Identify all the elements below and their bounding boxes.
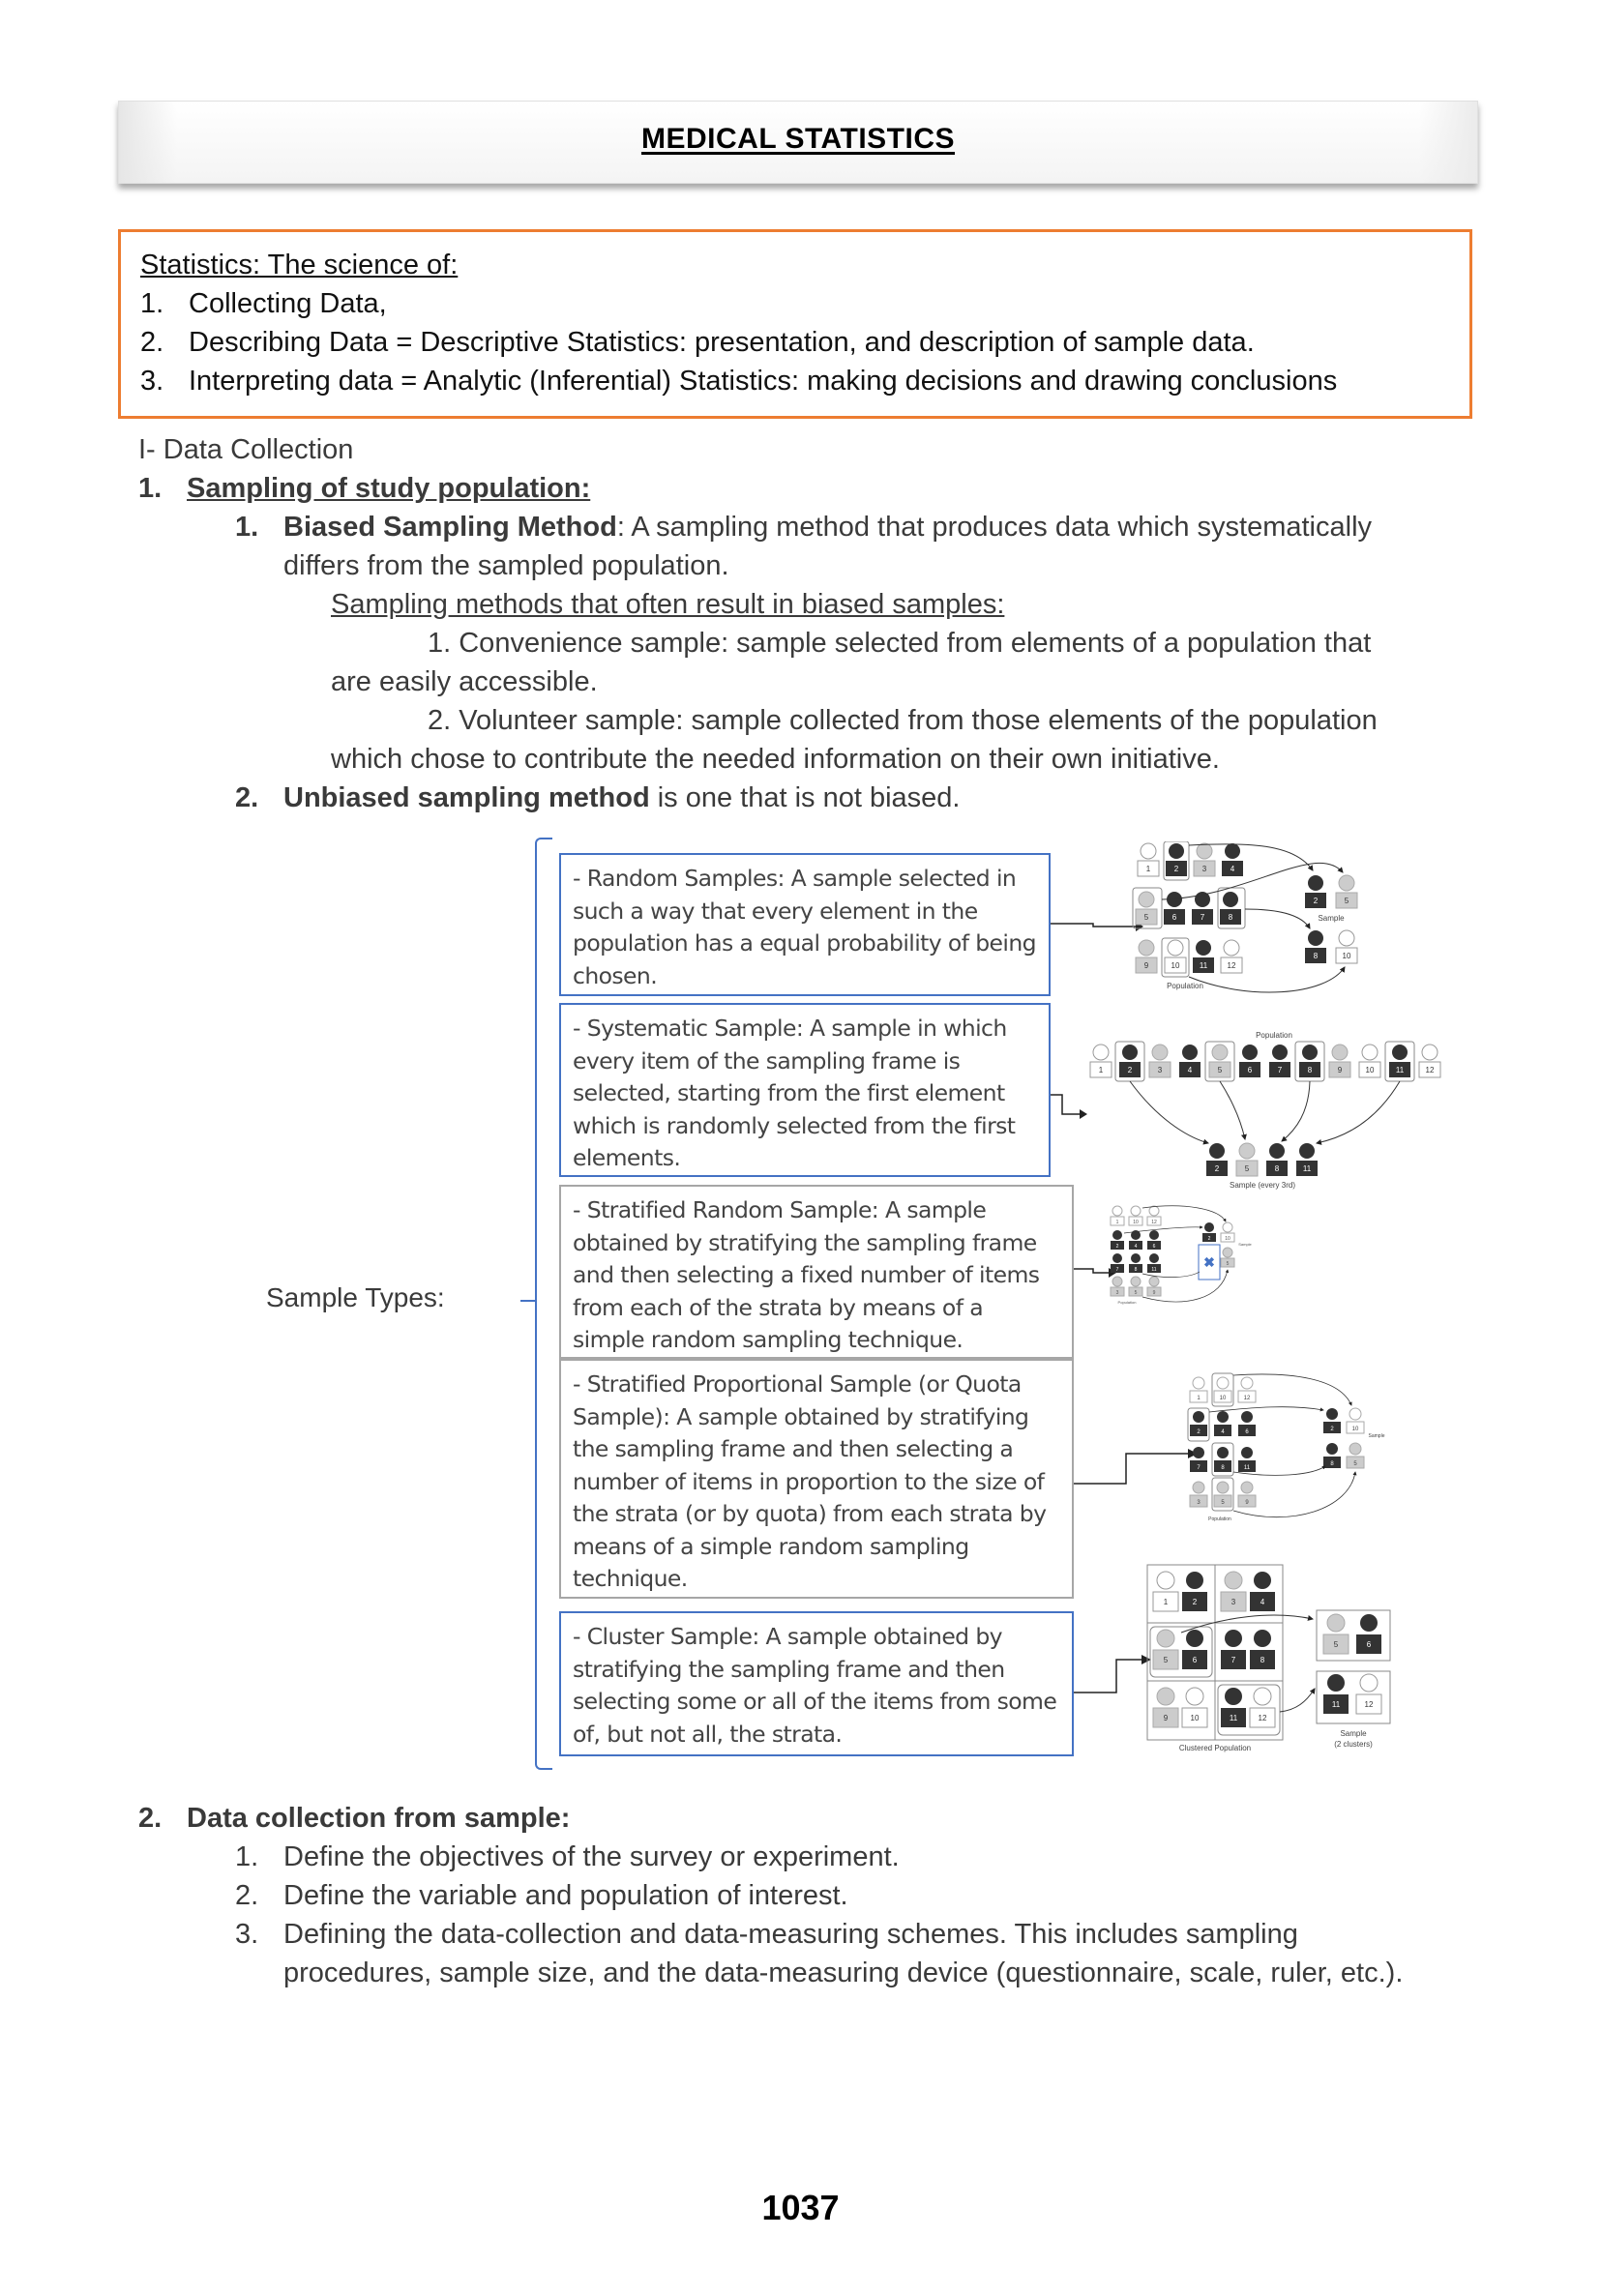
svg-text:2: 2 — [1127, 1066, 1133, 1074]
svg-text:5: 5 — [1134, 1290, 1138, 1296]
svg-text:7: 7 — [1230, 1656, 1236, 1664]
svg-text:7: 7 — [1277, 1066, 1283, 1074]
svg-text:Sample: Sample — [1340, 1729, 1367, 1738]
svg-text:12: 12 — [1151, 1220, 1157, 1225]
svg-text:5: 5 — [1143, 913, 1149, 922]
svg-text:✖: ✖ — [1203, 1254, 1215, 1270]
svg-text:11: 11 — [1151, 1267, 1157, 1273]
svg-text:9: 9 — [1152, 1290, 1156, 1296]
random-sample-box: - Random Samples: A sample selected in such a way that every element in the population has a equal probability of being chosen. — [559, 853, 1051, 996]
svg-text:8: 8 — [1221, 1465, 1225, 1471]
svg-text:12: 12 — [1243, 1396, 1251, 1401]
svg-text:2: 2 — [1173, 865, 1179, 873]
svg-text:3: 3 — [1115, 1290, 1119, 1296]
svg-text:5: 5 — [1344, 897, 1349, 905]
svg-text:10: 10 — [1225, 1236, 1230, 1242]
svg-text:Population: Population — [1167, 982, 1203, 990]
svg-text:3: 3 — [1201, 865, 1207, 873]
svg-text:12: 12 — [1258, 1714, 1267, 1722]
page-number: 1037 — [761, 2188, 840, 2227]
title-banner — [118, 101, 1478, 184]
svg-text:5: 5 — [1244, 1164, 1250, 1173]
section-heading: I- Data Collection — [138, 434, 354, 465]
volunteer-sample-line1: 2. Volunteer sample: sample collected from those elements of the population — [428, 705, 1378, 736]
quota-connector-arrow — [1074, 1441, 1200, 1489]
svg-text:8: 8 — [1274, 1164, 1280, 1173]
biased-methods-heading: Sampling methods that often result in biased samples: — [331, 589, 1005, 620]
data-collection-item: 1. Define the objectives of the survey or experiment. — [235, 1841, 900, 1872]
svg-text:12: 12 — [1227, 961, 1236, 970]
random-connector-arrow — [1051, 909, 1143, 938]
svg-text:5: 5 — [1353, 1461, 1357, 1467]
cluster-connector-arrow — [1074, 1644, 1151, 1697]
convenience-sample-line1: 1. Convenience sample: sample selected from elements of a population that — [428, 628, 1372, 659]
svg-text:9: 9 — [1163, 1714, 1169, 1722]
svg-text:10: 10 — [1219, 1396, 1227, 1401]
svg-text:Population: Population — [1208, 1516, 1231, 1522]
quota-sample-diagram — [1185, 1364, 1388, 1528]
convenience-sample-line2: are easily accessible. — [331, 666, 598, 697]
definition-item: 1. Collecting Data, — [140, 288, 387, 319]
definition-item: 3. Interpreting data = Analytic (Inferential) Statistics: making decisions and drawing conclusions — [140, 366, 1338, 397]
svg-text:8: 8 — [1260, 1656, 1265, 1664]
svg-text:5: 5 — [1226, 1261, 1230, 1267]
svg-text:1: 1 — [1098, 1066, 1104, 1074]
svg-text:10: 10 — [1171, 961, 1180, 970]
svg-text:11: 11 — [1302, 1164, 1312, 1173]
svg-text:7: 7 — [1197, 1465, 1201, 1471]
svg-text:1: 1 — [1115, 1220, 1119, 1225]
svg-text:1: 1 — [1163, 1598, 1169, 1606]
svg-text:5: 5 — [1333, 1640, 1339, 1649]
svg-text:3: 3 — [1157, 1066, 1163, 1074]
bracket-tick — [520, 1300, 536, 1302]
random-sample-diagram — [1132, 841, 1374, 1016]
svg-text:5: 5 — [1217, 1066, 1223, 1074]
svg-text:2: 2 — [1115, 1244, 1119, 1250]
svg-text:2: 2 — [1207, 1236, 1211, 1242]
svg-text:Sample: Sample — [1368, 1433, 1385, 1439]
svg-text:11: 11 — [1331, 1700, 1341, 1709]
svg-text:8: 8 — [1307, 1066, 1313, 1074]
svg-text:12: 12 — [1425, 1066, 1435, 1074]
svg-text:6: 6 — [1192, 1656, 1198, 1664]
svg-text:Sample (every 3rd): Sample (every 3rd) — [1229, 1181, 1296, 1190]
svg-text:5: 5 — [1221, 1500, 1225, 1506]
svg-text:2: 2 — [1192, 1598, 1198, 1606]
unbiased-method-line: 2. Unbiased sampling method is one that is not biased. — [235, 782, 961, 813]
svg-text:3: 3 — [1230, 1598, 1236, 1606]
svg-text:3: 3 — [1197, 1500, 1201, 1506]
cluster-sample-diagram — [1146, 1557, 1393, 1755]
subsection-data-collection-heading: 2. Data collection from sample: — [138, 1803, 571, 1834]
svg-text:10: 10 — [1365, 1066, 1375, 1074]
systematic-sample-box: - Systematic Sample: A sample in which every item of the sampling frame is selected, starting from the first element which is randomly selected from the first elements. — [559, 1003, 1051, 1177]
systematic-connector-arrow — [1051, 1093, 1089, 1122]
svg-text:8: 8 — [1330, 1461, 1334, 1467]
systematic-sample-diagram — [1088, 1025, 1451, 1194]
svg-text:9: 9 — [1143, 961, 1149, 970]
svg-text:8: 8 — [1134, 1267, 1138, 1273]
svg-text:6: 6 — [1247, 1066, 1253, 1074]
svg-text:2: 2 — [1330, 1427, 1334, 1432]
sample-types-label: Sample Types: — [266, 1282, 445, 1312]
svg-text:11: 11 — [1199, 961, 1208, 970]
svg-text:4: 4 — [1230, 865, 1235, 873]
svg-text:4: 4 — [1134, 1244, 1138, 1250]
definition-heading: Statistics: The science of: — [140, 250, 459, 280]
svg-text:11: 11 — [1395, 1066, 1405, 1074]
page-title: MEDICAL STATISTICS — [641, 123, 955, 155]
svg-text:Population: Population — [1117, 1300, 1137, 1305]
sample-types-bracket — [535, 838, 552, 1770]
svg-text:Sample: Sample — [1318, 914, 1345, 923]
data-collection-item: 3. Defining the data-collection and data-measuring schemes. This includes sampling — [235, 1919, 1298, 1950]
svg-text:4: 4 — [1187, 1066, 1193, 1074]
svg-text:6: 6 — [1366, 1640, 1372, 1649]
svg-text:Clustered Population: Clustered Population — [1178, 1744, 1252, 1752]
stratified-random-sample-box: - Stratified Random Sample: A sample obtained by stratifying the sampling frame and then selecting a fixed number of items from each of the strata by means of a simple random sampling technique. — [559, 1185, 1074, 1359]
svg-text:10: 10 — [1190, 1714, 1200, 1722]
svg-text:8: 8 — [1228, 913, 1233, 922]
stratified-proportional-sample-box: - Stratified Proportional Sample (or Quota Sample): A sample obtained by stratifying the sampling frame and then selecting a number of items in proportion to the size of the strata (or by quota) from each strata by means of a simple random sampling technique. — [559, 1359, 1074, 1599]
svg-text:(2 clusters): (2 clusters) — [1334, 1740, 1373, 1749]
svg-text:4: 4 — [1221, 1429, 1225, 1435]
data-collection-item: 2. Define the variable and population of interest. — [235, 1880, 848, 1911]
svg-text:4: 4 — [1260, 1598, 1265, 1606]
data-collection-item-continued: procedures, sample size, and the data-measuring device (questionnaire, scale, ruler, etc.). — [283, 1957, 1404, 1988]
svg-text:8: 8 — [1313, 952, 1319, 960]
svg-text:2: 2 — [1214, 1164, 1220, 1173]
definition-item: 2. Describing Data = Descriptive Statistics: presentation, and description of sample data. — [140, 327, 1255, 358]
svg-text:9: 9 — [1245, 1500, 1249, 1506]
svg-text:7: 7 — [1200, 913, 1205, 922]
svg-text:11: 11 — [1229, 1714, 1238, 1722]
svg-text:Sample: Sample — [1238, 1242, 1252, 1247]
svg-text:10: 10 — [1133, 1220, 1139, 1225]
svg-text:11: 11 — [1243, 1465, 1251, 1471]
svg-text:Population: Population — [1256, 1031, 1292, 1040]
biased-method-line2: differs from the sampled population. — [283, 550, 729, 581]
statistics-definition-box — [118, 229, 1472, 419]
svg-text:2: 2 — [1197, 1429, 1201, 1435]
volunteer-sample-line2: which chose to contribute the needed information on their own initiative. — [331, 744, 1220, 775]
svg-text:7: 7 — [1115, 1267, 1119, 1273]
svg-text:2: 2 — [1313, 897, 1319, 905]
svg-text:5: 5 — [1163, 1656, 1169, 1664]
svg-text:12: 12 — [1364, 1700, 1374, 1709]
svg-text:10: 10 — [1342, 952, 1351, 960]
svg-text:6: 6 — [1152, 1244, 1156, 1250]
svg-text:1: 1 — [1197, 1396, 1201, 1401]
svg-text:9: 9 — [1337, 1066, 1343, 1074]
svg-text:6: 6 — [1245, 1429, 1249, 1435]
subsection-sampling-heading: 1. Sampling of study population: — [138, 473, 591, 504]
biased-method-line: 1. Biased Sampling Method: A sampling method that produces data which systematically — [235, 512, 1373, 543]
svg-text:1: 1 — [1145, 865, 1151, 873]
svg-text:10: 10 — [1351, 1427, 1359, 1432]
cluster-sample-box: - Cluster Sample: A sample obtained by stratifying the sampling frame and then selecting some or all of the items from some of, but not all, the strata. — [559, 1611, 1074, 1756]
stratified-sample-diagram — [1108, 1204, 1262, 1339]
svg-text:6: 6 — [1171, 913, 1177, 922]
